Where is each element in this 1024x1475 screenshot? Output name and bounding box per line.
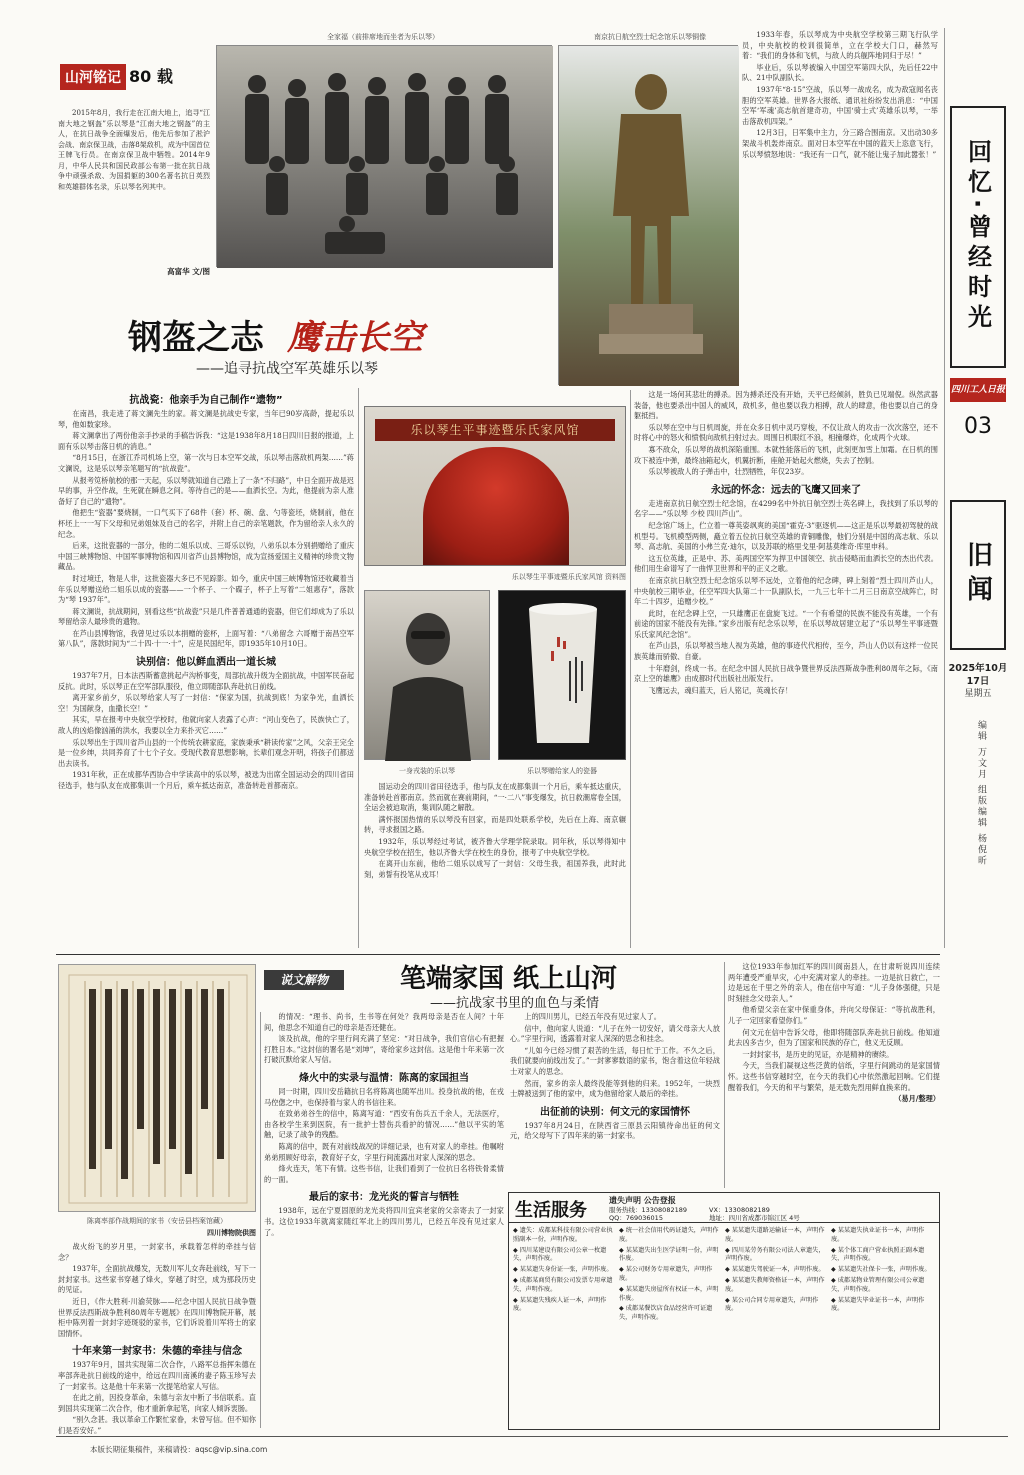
divider-left-center <box>358 388 359 948</box>
paragraph: 陈离的信中，既有对前线战况的详细记录，也有对家人的牵挂。他嘱咐弟弟照顾好母亲，教育好子女，字里行间流露出对家人深深的思念。 <box>264 1141 504 1162</box>
editor-credit: 编辑 万文月 组版编辑 杨倪昕 <box>976 720 986 867</box>
right-lower-column <box>634 390 938 948</box>
column-tag-bottom: 说文解物 <box>264 970 344 990</box>
section1-title: 抗战瓷：他亲手为自己制作“遗物” <box>129 395 283 406</box>
column-title: 回忆·曾经时光 <box>963 139 992 335</box>
paragraph: 1937年8月24日，在陕西省三原县云阳镇待命出征的何文元，给父母写下了四年来的第一封家书。 <box>510 1120 720 1141</box>
paragraph: 这位1933年参加红军的四川阆南县人，在甘肃听说四川连续两年遭受严重旱灾，心中充满对家人的牵挂。一边是抗日救亡，一边是远在千里之外的亲人，他在信中写道：“儿子身体强健，只是时刻挂念父母亲人。” <box>728 962 940 1003</box>
paragraph: “儿如今已经习惯了艰苦的生活，每日忙于工作。不久之后，我们就要向前线出发了。”一封寥寥数语的家书，饱含着这位年轻战士对家人的思念。 <box>510 1045 720 1076</box>
center-column <box>364 782 626 948</box>
paragraph: 信中，他向家人说道：“儿子在外一切安好，请父母亲大人放心。”字里行间，透露着对家人深深的思念和挂念。 <box>510 1023 720 1044</box>
paragraph: “别久念甚。我以革命工作繁忙家眷，未曾写信。但不知你们是否安好。” <box>58 1415 256 1435</box>
paragraph: 毕业后，乐以琴被编入中国空军第四大队，先后任22中队、21中队副队长。 <box>742 62 938 83</box>
pilot-portrait <box>364 590 490 760</box>
bottom-col2 <box>264 1012 504 1428</box>
paragraph: 1937年9月，国共实现第二次合作，八路军总指挥朱德在率部奔赴抗日前线的途中，给远在四川南溪的妻子陈玉珍写去了一封家书。这是他十年来第一次提笔给家人写信。 <box>58 1360 256 1391</box>
headline-right: 鹰击长空 <box>287 318 424 358</box>
classifieds-address: 地址：四川省成都市锦江区 4号 <box>709 1214 800 1222</box>
classified-item: ◆ 统一社会信用代码证遗失，声明作废。 <box>619 1227 719 1243</box>
classified-item: ◆ 某某遗失驾驶证一本，声明作废。 <box>725 1266 825 1274</box>
footer-note: 本版长期征集稿件，来稿请投：aqsc@vip.sina.com <box>90 1445 268 1454</box>
section-tag-years: 80 载 <box>129 67 173 86</box>
paragraph: 乐以琴在空中与日机周旋，并在众多日机中灵巧穿梭，不仅让敌人的攻击一次次落空，还不时将心中的怒火和愤恨向敌机扫射过去。周围日机眼红不浪，相撞爆炸，化成两个火球。 <box>634 422 938 443</box>
museum-door <box>423 447 569 565</box>
paragraph: 满怀报国热情的乐以琴没有回家，而是四处联系学校，先后在上海、南京辗转，寻求报国之路。 <box>364 814 626 835</box>
classified-item: ◆ 某某遗失身份证一张，声明作废。 <box>513 1266 613 1274</box>
intro-paragraph <box>58 108 210 193</box>
divider-bottom-1 <box>260 1012 261 1428</box>
paragraph: 在南京抗日航空烈士纪念馆乐以琴不远处，立着他的纪念碑，碑上刻着“烈士四川芦山人，中央航校三期毕业，任空军四大队第二十一队副队长，一九三七年十二月三日南京空战阵亡，时年二十四岁，追赠少校。” <box>634 575 938 607</box>
paragraph: 飞鹰远去，魂归蓝天，后人铭记，英魂长存！ <box>648 685 793 695</box>
divider-footer <box>56 1436 1008 1437</box>
paragraph: 1937年7月，日本法西斯蓄意挑起卢沟桥事变，局部抗战升级为全面抗战，中国军民奋起反抗。此时，乐以琴正在空军部队服役，他立即随部队奔赴抗日前线。 <box>58 671 355 691</box>
section2-body <box>58 671 354 792</box>
page-number: 03 <box>964 414 992 439</box>
section-tag <box>60 64 192 90</box>
paragraph: 1937年“8·15”空战，乐以琴一战成名，成为敌寇闻名丧胆的空军英雄。世界各大报纸、通讯社纷纷发出消息：“中国空军‘军魂’高志航首建奇功，中国‘骑士式’英雄乐以琴，一举击落敌机四架。” <box>742 84 938 126</box>
porcelain-cup <box>499 591 627 761</box>
paragraph: 在南昌，我走进了蒋文澜先生的家。蒋文澜是抗战史专家，当年已90岁高龄，提起乐以琴，他如数家珍。 <box>58 409 354 429</box>
paragraph: 这是一场何其悲壮的搏杀。因为搏杀还没有开始，天平已经倾斜，胜负已见端倪。纵然武器装备，他也要杀出中国人的威风，敌机多，他也要以我力相搏，敌人的肆意，他也要以自己的身躯抵挡。 <box>634 390 938 421</box>
paragraph: 1937年，全面抗战爆发，无数川军儿女奔赴前线，写下一封封家书。这些家书穿越了烽火，穿越了时空，成为那段历史的见证。 <box>58 1264 256 1295</box>
intro-text: 2015年8月，我行走在江南大地上，追寻“江南大地之钢盔”乐以琴是“江南大地之钢盔”的主人，在抗日战争全面爆发后，他先后参加了淞沪会战、南京保卫战，击落8架敌机，成为中国首位王牌飞行员。在南京保卫战中牺牲。2014年9月，中华人民共和国民政部公布第一批在抗日战争中顽强杀敌、为国捐躯的300名著名抗日英烈和英雄群体名录，乐以琴名列其中。 <box>58 109 210 191</box>
porcelain-photo <box>498 590 626 760</box>
paragraph: 上的四川男儿，已经五年没有见过家人了。 <box>524 1012 661 1021</box>
paragraph: 国运动会的四川省田径选手，他与队友在成都集训一个月后，乘车抵达重庆，准备转赴首都南京。然而就在赛前期间，“一·二八”事变爆发，抗日救潮席卷全国，全运会被迫取消，集训队随之解散。 <box>364 782 626 813</box>
classifieds-service: 遗失声明 公告登报 <box>609 1196 676 1205</box>
statue-photo <box>558 45 738 385</box>
paragraph: 寡不敌众，乐以琴的战机深陷重围。本就性能落后的飞机，此刻更加雪上加霜。在日机的围攻下被连中弹，最终油箱起火，机翼折断，座舱开始起火燃烧，失去了控制。 <box>634 444 938 465</box>
bottom-section1-title: 十年来第一封家书：朱德的牵挂与信念 <box>72 1346 242 1358</box>
main-subheadline: ——追寻抗战空军英雄乐以琴 <box>196 361 378 377</box>
divider-sidebar <box>944 28 945 948</box>
divider-middle <box>56 954 940 955</box>
bottom-subheadline: ——抗战家书里的血色与柔情 <box>430 996 600 1011</box>
section3-title: 永远的怀念：远去的飞鹰又回来了 <box>711 484 861 496</box>
classified-item: ◆ 遗失：成都某科技有限公司营业执照副本一份，声明作废。 <box>513 1227 613 1243</box>
paragraph: 此时，在纪念碑上空，一只雄鹰正在盘旋飞过。“一个有希望的民族不能没有英雄，一个有前途的国家不能没有先锋。”家乡出版有纪念乐以琴，在乐以琴故居建立起了“乐以琴生平事迹暨乐氏家风纪念馆”。 <box>634 608 938 639</box>
pilot-figure <box>365 591 491 761</box>
paragraph: 该及抗战，他的字里行间充满了坚定：“对日战争，我们官信心有把握打胜日本。”这封信的署名是“刘坤”，寄给家乡这封信。这是他十年来第一次打破沉默给家人写信。 <box>264 1034 504 1065</box>
paragraph: 在此之前，因投身革命，朱德与亲友中断了书信联系。直到国共实现第二次合作，他才重新拿起笔，向家人倾诉衷肠。 <box>58 1393 256 1413</box>
headline-left: 钢盔之志 <box>128 318 264 358</box>
paragraph: 何文元在信中告诉父母，他即将随部队奔赴抗日前线。他知道此去凶多吉少，但为了国家和民族的存亡，他义无反顾。 <box>728 1027 940 1048</box>
paragraph: 在离开山东前，他给二姐乐以成写了一封信：父母生我，祖国养我，此时此刻，弟誓有投笔从戎耳！ <box>364 859 626 879</box>
paragraph: 战火纷飞的岁月里，一封家书，承载着怎样的牵挂与信念？ <box>58 1242 256 1262</box>
column-title-box <box>950 106 1006 368</box>
classified-item: ◆ 某个体工商户营业执照正副本遗失，声明作废。 <box>831 1246 925 1263</box>
letter-lines <box>59 965 257 1213</box>
section-name: 旧闻 <box>962 541 993 609</box>
family-photo <box>216 45 552 267</box>
classified-item: ◆ 某某遗失出生医学证明一份，声明作废。 <box>619 1246 719 1263</box>
paragraph: 这五位英雄，正是中、苏、美两国空军为捍卫中国领空、抗击侵略而血洒长空的杰出代表。他们用生命谱写了一曲悍卫世界和平的正义之歌。 <box>634 553 938 574</box>
classifieds-title: 生活服务 <box>515 1200 587 1221</box>
paragraph: 1938年，远在宁夏固原的龙光炎将四川宜宾老家的父亲寄去了一封家书。这位1933年就离家随红军北上的四川男儿，已经五年没有见过家人了。 <box>264 1206 504 1237</box>
classified-item: ◆ 成都某商贸有限公司发票专用章遗失，声明作废。 <box>513 1276 613 1293</box>
photo5-caption: 乐以琴赠给家人的瓷器 <box>527 767 597 775</box>
classifieds-col4 <box>831 1227 935 1316</box>
issue-date <box>946 662 1010 701</box>
museum-photo <box>364 406 626 566</box>
paragraph: 1931年秋，正在成都华西协合中学读高中的乐以琴，被选为出席全国运动会的四川省田径选手，他与队友在成都集训一个月后，乘车抵达南京，准备转赴首都南京。 <box>58 770 354 790</box>
paragraph: 然而，家乡的亲人最终没能等到他的归来。1952年，一块烈士牌被送到了他的家中，成为他留给家人最后的牵挂。 <box>510 1078 720 1099</box>
classified-item: ◆ 某公司合同专用章遗失，声明作废。 <box>725 1296 819 1313</box>
paragraph: 的情况：“理书、尚书，生书等在何处？我两母亲是否在人间？十年间，他思念不知道自己的母亲是否还健在。 <box>264 1012 504 1032</box>
classifieds-col1 <box>513 1227 613 1316</box>
bottom-col1 <box>58 1242 256 1435</box>
section-box <box>950 500 1006 650</box>
letter-photo <box>58 964 256 1212</box>
classifieds-header <box>509 1193 939 1223</box>
paragraph: 从报考笕桥航校的那一天起，乐以琴就知道自己踏上了一条“不归路”，中日全面开战是迟早的事，升空作战，生死就在瞬息之间。等待自己的是——血洒长空。为此，他提前为亲人准备好了自己的“遗物”。 <box>58 475 354 506</box>
author-credit: 高富华 文/图 <box>167 267 210 276</box>
letter-caption: 陈离率部作战期间的家书（安岳县档案馆藏） <box>87 1217 227 1225</box>
bottom-col3 <box>510 1012 720 1188</box>
classifieds-phone: 服务热线：13308082189 <box>609 1206 687 1214</box>
main-headline <box>128 310 568 358</box>
photo1-caption: 全家福（前排席地而坐者为乐以琴） <box>327 33 439 41</box>
paragraph: 蒋文澜说，抗战期间，别看这些“抗战瓷”只是几件普普通通的瓷器，但它们却成为了乐以琴留给亲人最珍贵的遗物。 <box>58 606 354 627</box>
paragraph: 他把生“瓷器”要烧制，一口气买下了68件（套）杯、碗、盘、勺等瓷坯，烧制前，他在杯坯上一一写下父母和兄弟姐妹及自己的名字，并附上自己的亲笔题款，作为留给亲人永久的纪念。 <box>58 508 354 539</box>
weekday-text: 星期五 <box>964 689 992 699</box>
bottom-section2-title: 烽火中的实录与温情：陈离的家国担当 <box>299 1072 469 1084</box>
classifieds-col2 <box>619 1227 719 1325</box>
photo2-caption: 南京抗日航空烈士纪念馆乐以琴铜像 <box>594 33 706 41</box>
classifieds-col3 <box>725 1227 825 1316</box>
classified-item: ◆ 某某遗失道路运输证一本，声明作废。 <box>725 1227 825 1243</box>
paragraph: 离开家乡前夕，乐以琴给家人写了一封信：“保家为国，抗战到底！为家争光，血洒长空！为国献身，血撒长空！” <box>58 693 354 713</box>
paragraph: 蒋文澜拿出了两份他亲手抄录的手稿告诉我：“这是1938年8月18日四川日报的报道，上面有乐以琴击落日机的消息。” <box>58 431 354 451</box>
section1-body <box>58 409 354 650</box>
paragraph: 乐以琴出生于四川省芦山县的一个传统农耕家庭，家族秉承“耕读传家”之风，父亲王完全是一位乡绅，共同养育了十七个子女。受现代教育思想影响，长辈们观念开明，将孩子们都送出去读书。 <box>58 737 354 768</box>
paragraph: 在致弟弟谷生的信中，陈离写道：“西安有伤兵五千余人，无法医疗，由各校学生来到医院，有一批护士替伤兵看护的情况……”他以平实的笔触，记录了战争的残酷。 <box>264 1109 504 1140</box>
paragraph: 后来，这批瓷器的一部分，他的二姐乐以成、三哥乐以钧，八弟乐以本分别捐赠给了重庆中国三峡博物馆、中国军事博物馆和四川省芦山县博物馆，成为宣扬爱国主义精神的珍贵文物藏品。 <box>58 541 354 572</box>
paragraph: 走进南京抗日航空烈士纪念馆，在4299名中外抗日航空烈士英名碑上，我找到了乐以琴的名字——“乐以琴 少校 四川芦山”。 <box>634 498 938 519</box>
bottom-section4-title: 出征前的诀别：何文元的家国情怀 <box>540 1106 690 1118</box>
classified-item: ◆ 某某遗失房屋所有权证一本，声明作废。 <box>619 1285 719 1302</box>
photo4-caption: 一身戎装的乐以琴 <box>399 767 455 775</box>
paragraph: 一封封家书，是历史的见证，亦是精神的赓续。 <box>742 1049 894 1059</box>
paper-logo: 四川工人日报 <box>950 378 1006 402</box>
paragraph: 他希望父亲在家中保重身体，并向父母保证：“等抗战胜利，儿子一定回家看望你们。” <box>728 1005 940 1025</box>
paragraph: 1933年春，乐以琴成为中央航空学校第三期飞行队学员，中央航校的校训很简单，立在学校大门口，赫然写着：“我们的身体和飞机，与敌人的兵舰阵地同归于尽！” <box>742 30 938 61</box>
classified-item: ◆ 某某遗失执业证书一本，声明作废。 <box>831 1227 925 1243</box>
section3-body <box>634 499 938 697</box>
paragraph: 1932年，乐以琴经过考试，被齐鲁大学理学院录取。同年秋，乐以琴得知中央航空学校在招生，他以齐鲁大学在校生的身份，报考了中央航空学校。 <box>364 836 626 857</box>
right-upper-column <box>742 30 938 388</box>
classified-item: ◆ 某某遗失毕业证书一本，声明作废。 <box>831 1296 925 1313</box>
paragraph: 纪念馆广场上，伫立着一尊英姿飒爽的美国“霍克-3”驱逐机——这正是乐以琴最初驾驶的战机型号。飞机模型两侧，矗立着五位抗日航空英雄的青铜雕像，他们分别是中国的高志航、乐以琴、高志航、美国的小弗兰克·迪尔，以及苏联的格里戈里·阿基莫维奇·库里申科。 <box>634 520 938 552</box>
paragraph: 其实，早在报考中央航空学校时，他就向家人表露了心声：“河山变色了，民族快亡了，敌人的凶焰像汹涌的洪水，我要以全力来扑灭它……” <box>58 715 354 736</box>
classified-item: ◆ 某公司财务专用章遗失，声明作废。 <box>619 1266 713 1282</box>
date-text: 2025年10月17日 <box>948 663 1008 687</box>
classified-item: ◆ 成都某餐饮店食品经营许可证遗失，声明作废。 <box>619 1305 713 1322</box>
classified-item: ◆ 某某遗失教师资格证一本，声明作废。 <box>725 1276 825 1293</box>
paragraph: 近日，《作大胜利·川渝荧脉——纪念中国人民抗日战争暨世界反法西斯战争胜利80周年专题展》在四川博物院开幕，展柜中陈列着一封封字迹斑驳的家书，它们诉说着川军将士的家国情怀。 <box>58 1296 256 1338</box>
divider-center-right <box>630 390 631 948</box>
classified-item: ◆ 成都某物业管理有限公司公章遗失，声明作废。 <box>831 1276 925 1293</box>
classified-item: ◆ 四川某劳务有限公司法人章遗失，声明作废。 <box>725 1246 825 1263</box>
classified-item: ◆ 某某遗失残疾人证一本，声明作废。 <box>513 1296 607 1313</box>
paragraph: 今天，当我们凝视这些泛黄的信纸，字里行间跳动的是家国情怀。这些书信穿越时空，在今天的我们心中依然激起回响。它们提醒着我们，今天的和平与繁荣，是无数先烈用鲜血换来的。 <box>728 1061 940 1092</box>
museum-banner: 乐以琴生平事迹暨乐氏家风馆 <box>375 419 615 441</box>
left-column <box>58 388 354 948</box>
paragraph: 时过境迁，物是人非，这批瓷器大多已不见踪影。如今，重庆中国三峡博物馆还收藏着当年乐以琴赠送给二姐乐以成的瓷器——一个杯子、一个碟子，杯子上写着“二姐惠存”，落款为“琴 1937年”。 <box>58 573 354 605</box>
bottom-section3-title: 最后的家书：龙光炎的誓言与牺牲 <box>309 1192 459 1204</box>
paragraph: 在芦山县博物馆，我曾见过乐以本捐赠的瓷杯，上面写着：“八弟留念 六哥赠于南昌空军第八队”，落款时间为“二十四·十一·十”，应是民国纪年，即1935年10月10日。 <box>58 628 354 649</box>
paragraph: 12月3日，日军集中主力，分三路合围南京。又出动30多架战斗机轰炸南京。面对日本空军在中国的蓝天上恣意飞行，乐以琴愤怒地说：“我还有一口气，就不能让鬼子加此嚣张！” <box>742 128 938 159</box>
classifieds-qq: QQ：769036015 <box>609 1214 663 1222</box>
family-photo-figures <box>217 46 553 268</box>
paragraph: 烽火连天，笔下有情。这些书信，让我们看到了一位抗日名将铁骨柔情的一面。 <box>264 1164 504 1184</box>
divider-bottom-2 <box>724 962 725 1188</box>
section2-title: 诀别信：他以鲜血洒出一道长城 <box>136 657 276 669</box>
statue-figure <box>559 46 739 386</box>
paragraph: 在芦山县，乐以琴被当地人视为英雄，他的事迹代代相传，至今，芦山人仍以有这样一位民族英雄而骄傲、自豪。 <box>634 641 938 662</box>
paragraph: 十年磨剑，终成一书。在纪念中国人民抗日战争暨世界反法西斯战争胜利80周年之际，《南京上空的雄鹰》由成都时代出版社出版发行。 <box>634 663 938 684</box>
bottom-col4 <box>728 962 940 1188</box>
classified-item: ◆ 某某遗失社保卡一张，声明作废。 <box>831 1266 931 1274</box>
paragraph: 同一时期，四川安岳籍抗日名将陈离也随军出川。投身抗战的他，在戎马倥偬之中，也保持着与家人的书信往来。 <box>264 1086 504 1107</box>
paragraph: “8月15日，在浙江乔司机场上空，第一次与日本空军交战，乐以琴击落敌机两架……”蒋文澜说，这是乐以琴亲笔题写的“抗战瓷”。 <box>58 453 354 473</box>
photo3-caption: 乐以琴生平事迹暨乐氏家风馆 资料图 <box>511 573 626 581</box>
classified-item: ◆ 四川某建设有限公司公章一枚遗失，声明作废。 <box>513 1246 607 1263</box>
letter-credit: 四川博物院供图 <box>207 1229 256 1237</box>
paragraph: 乐以琴被敌人的子弹击中，壮烈牺牲，年仅23岁。 <box>648 467 809 477</box>
bottom-signoff: （易月/整理） <box>894 1094 940 1104</box>
section-tag-label: 山河铭记 <box>60 64 126 90</box>
classifieds-vx: VX：13308082189 <box>709 1206 770 1214</box>
classifieds-box <box>508 1192 940 1430</box>
bottom-headline: 笔端家国 纸上山河 <box>400 964 618 994</box>
